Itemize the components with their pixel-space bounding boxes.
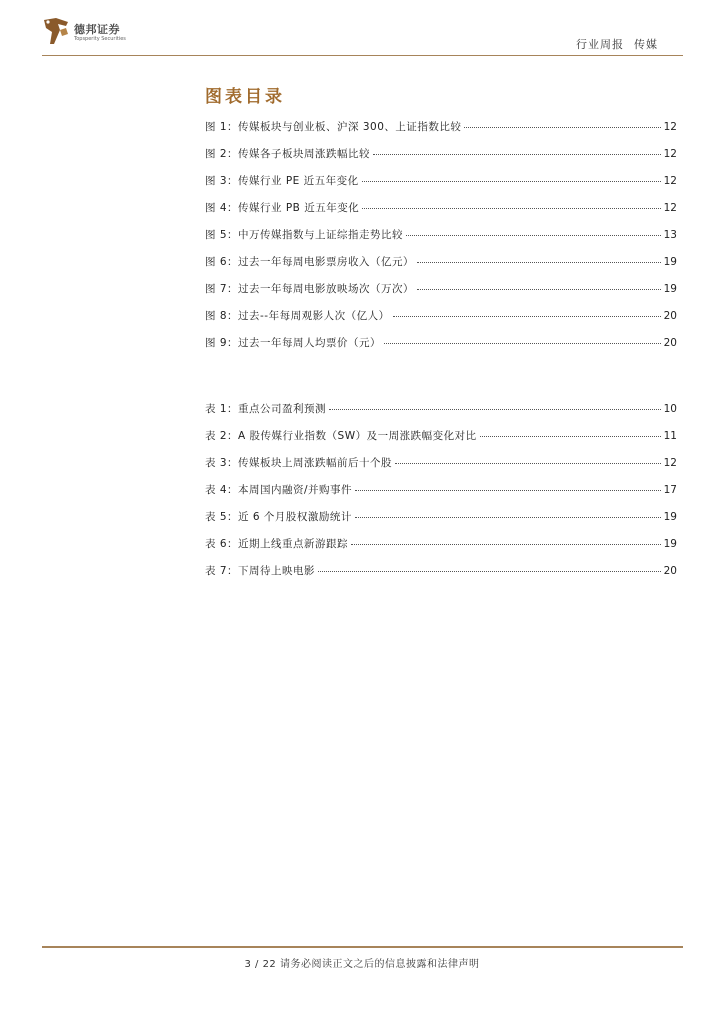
dot-leader — [373, 154, 661, 155]
toc-entry-page: 12 — [663, 148, 677, 160]
figure-list — [205, 119, 677, 362]
toc-entry-label: 图 2：传媒各子板块周涨跌幅比较 — [205, 148, 371, 160]
toc-entry-label: 表 5：近 6 个月股权激励统计 — [205, 511, 352, 523]
dot-leader — [355, 517, 661, 518]
toc-table-entry[interactable] — [205, 455, 677, 482]
toc-figure-entry[interactable] — [205, 227, 677, 254]
toc-entry-page: 20 — [663, 565, 677, 577]
toc-entry-label: 图 8：过去--年每周观影人次（亿人） — [205, 310, 390, 322]
toc-entry-label: 表 7：下周待上映电影 — [205, 565, 316, 577]
toc-entry-label: 图 7：过去一年每周电影放映场次（万次） — [205, 283, 415, 295]
footer-divider — [42, 946, 683, 948]
toc-entry-page: 19 — [663, 538, 677, 550]
toc-entry-label: 图 5：中万传媒指数与上证综指走势比较 — [205, 229, 404, 241]
toc-entry-page: 12 — [663, 457, 677, 469]
dot-leader — [406, 235, 661, 236]
toc-table-entry[interactable] — [205, 401, 677, 428]
toc-entry-label: 表 3：传媒板块上周涨跌幅前后十个股 — [205, 457, 393, 469]
page-number: 3 / 22 — [244, 959, 277, 970]
sector-name: 传媒 — [634, 38, 658, 51]
toc-figure-entry[interactable] — [205, 308, 677, 335]
toc-table-entry[interactable] — [205, 509, 677, 536]
toc-table-entry[interactable] — [205, 563, 677, 590]
toc-figure-entry[interactable] — [205, 119, 677, 146]
toc-entry-page: 17 — [663, 484, 677, 496]
toc-figure-entry[interactable] — [205, 200, 677, 227]
header-divider — [42, 55, 683, 56]
dot-leader — [393, 316, 661, 317]
toc-entry-page: 12 — [663, 175, 677, 187]
toc-entry-page: 19 — [663, 511, 677, 523]
toc-table-entry[interactable] — [205, 482, 677, 509]
toc-title: 图表目录 — [205, 87, 285, 107]
brand-name-cn: 德邦证券 — [74, 23, 120, 36]
toc-table-entry[interactable] — [205, 536, 677, 563]
toc-figure-entry[interactable] — [205, 146, 677, 173]
report-type: 行业周报 — [576, 38, 624, 51]
toc-entry-page: 19 — [663, 256, 677, 268]
dot-leader — [395, 463, 661, 464]
toc-figure-entry[interactable] — [205, 173, 677, 200]
toc-entry-page: 12 — [663, 121, 677, 133]
toc-entry-page: 11 — [663, 430, 677, 442]
disclaimer-text: 请务必阅读正文之后的信息披露和法律声明 — [280, 959, 480, 970]
toc-entry-page: 20 — [663, 337, 677, 349]
dot-leader — [417, 289, 661, 290]
dot-leader — [355, 490, 661, 491]
dot-leader — [384, 343, 661, 344]
toc-entry-label: 表 1：重点公司盈利预测 — [205, 403, 327, 415]
dot-leader — [417, 262, 661, 263]
dot-leader — [362, 181, 661, 182]
dot-leader — [362, 208, 660, 209]
toc-entry-page: 19 — [663, 283, 677, 295]
toc-entry-page: 13 — [663, 229, 677, 241]
company-logo — [42, 14, 142, 50]
page-footer — [0, 955, 724, 970]
toc-entry-label: 图 4：传媒行业 PB 近五年变化 — [205, 202, 360, 214]
brand-name-en: Topsperity Securities — [74, 36, 126, 42]
toc-figure-entry[interactable] — [205, 335, 677, 362]
toc-entry-page: 12 — [663, 202, 677, 214]
toc-entry-label: 表 2：A 股传媒行业指数（SW）及一周涨跌幅变化对比 — [205, 430, 477, 442]
dot-leader — [318, 571, 661, 572]
dot-leader — [351, 544, 661, 545]
toc-entry-label: 图 3：传媒行业 PE 近五年变化 — [205, 175, 359, 187]
toc-entry-page: 10 — [663, 403, 677, 415]
dot-leader — [480, 436, 661, 437]
table-list — [205, 401, 677, 590]
toc-entry-label: 表 6：近期上线重点新游跟踪 — [205, 538, 349, 550]
toc-entry-label: 表 4：本周国内融资/并购事件 — [205, 484, 353, 496]
toc-table-entry[interactable] — [205, 428, 677, 455]
toc-entry-label: 图 9：过去一年每周人均票价（元） — [205, 337, 382, 349]
toc-entry-page: 20 — [663, 310, 677, 322]
toc-figure-entry[interactable] — [205, 254, 677, 281]
toc-entry-label: 图 1：传媒板块与创业板、沪深 300、上证指数比较 — [205, 121, 462, 133]
toc-figure-entry[interactable] — [205, 281, 677, 308]
report-category — [576, 36, 658, 52]
toc-entry-label: 图 6：过去一年每周电影票房收入（亿元） — [205, 256, 415, 268]
company-logo-icon — [42, 16, 70, 46]
dot-leader — [329, 409, 661, 410]
dot-leader — [464, 127, 660, 128]
